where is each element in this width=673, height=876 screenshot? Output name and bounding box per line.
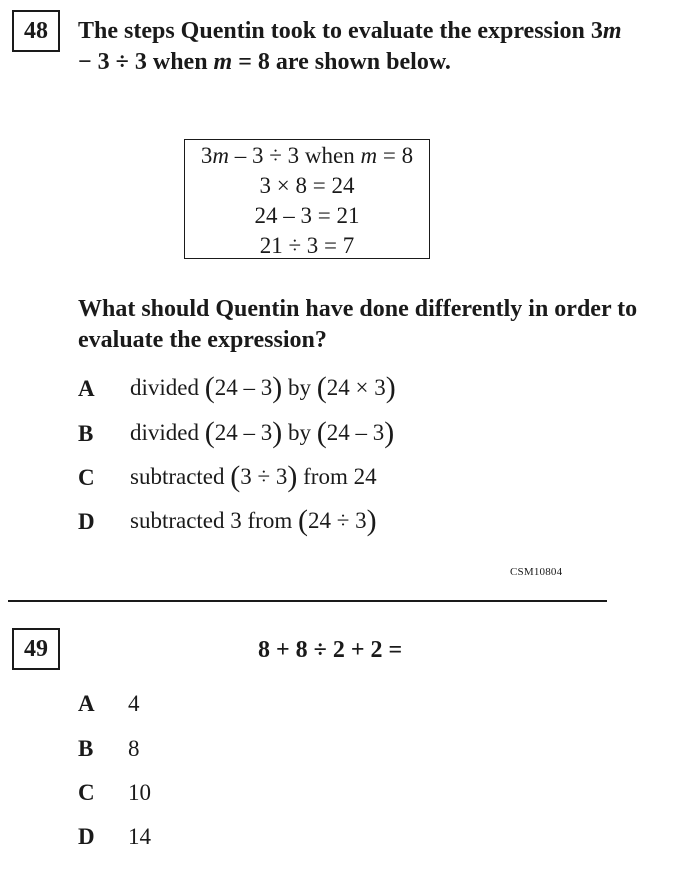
paren-close: ) — [366, 504, 377, 537]
choice-letter-d[interactable]: D — [78, 824, 95, 849]
paren-close: ) — [272, 371, 283, 404]
stem-eq: = 8 — [232, 49, 270, 75]
paren-close: ) — [272, 416, 283, 449]
stem-text: The steps Quentin took to evaluate the expression — [78, 18, 591, 44]
choice-expr: 24 – 3 — [326, 420, 385, 445]
choice-c-text[interactable] — [130, 460, 377, 494]
choice-letter-a[interactable]: A — [78, 376, 95, 401]
choice-mid: from 24 — [297, 464, 377, 489]
work-text: = 8 — [377, 143, 414, 168]
choice-letter-c[interactable]: C — [78, 780, 95, 805]
choice-b-value[interactable]: 8 — [128, 736, 140, 761]
paren-open: ( — [230, 460, 241, 493]
paren-close: ) — [385, 371, 396, 404]
choice-letter-c[interactable]: C — [78, 465, 95, 490]
choice-letter-d[interactable]: D — [78, 509, 95, 534]
work-line-2: 3 × 8 = 24 — [259, 173, 355, 198]
paren-open: ( — [316, 416, 327, 449]
paren-open: ( — [297, 504, 308, 537]
question-49-expression: 8 + 8 ÷ 2 + 2 = — [258, 637, 403, 663]
question-number-49: 49 — [12, 628, 60, 670]
work-line-3: 24 – 3 = 21 — [254, 203, 360, 228]
item-code: CSM10804 — [510, 566, 563, 578]
work-line-1 — [185, 141, 429, 171]
stem-expr-rest: − 3 ÷ 3 — [78, 49, 147, 75]
choice-expr: 24 – 3 — [214, 420, 273, 445]
paren-open: ( — [204, 371, 215, 404]
paren-open: ( — [316, 371, 327, 404]
choice-a-text[interactable] — [130, 371, 396, 405]
choice-c-value[interactable]: 10 — [128, 780, 151, 805]
work-steps-box — [184, 139, 430, 259]
choice-letter-b[interactable]: B — [78, 736, 94, 761]
choice-pre: divided — [130, 375, 205, 400]
question-48-prompt: What should Quentin have done differently in order to evaluate the expression? — [78, 296, 638, 353]
work-text: – 3 ÷ 3 when — [229, 143, 361, 168]
paren-open: ( — [204, 416, 215, 449]
choice-expr: 24 ÷ 3 — [307, 508, 367, 533]
stem-text: are shown below. — [269, 49, 451, 75]
stem-var: m — [213, 49, 233, 75]
choice-pre: divided — [130, 420, 205, 445]
question-number-48: 48 — [12, 10, 60, 52]
choice-mid: by — [282, 375, 317, 400]
stem-expr-var: m — [602, 18, 622, 44]
paren-close: ) — [287, 460, 298, 493]
choice-pre: subtracted — [130, 464, 231, 489]
choice-b-text[interactable] — [130, 416, 394, 450]
work-var: m — [212, 143, 230, 168]
choice-d-text[interactable] — [130, 504, 377, 538]
choice-expr: 3 ÷ 3 — [240, 464, 288, 489]
choice-d-value[interactable]: 14 — [128, 824, 151, 849]
choice-pre: subtracted 3 from — [130, 508, 298, 533]
question-48-stem — [78, 16, 638, 78]
choice-letter-a[interactable]: A — [78, 691, 95, 716]
question-divider — [8, 600, 607, 602]
work-text: 3 — [200, 143, 213, 168]
work-line-4: 21 ÷ 3 = 7 — [259, 233, 355, 258]
stem-expr-coef: 3 — [590, 18, 603, 44]
paren-close: ) — [384, 416, 395, 449]
choice-letter-b[interactable]: B — [78, 421, 94, 446]
work-var: m — [360, 143, 378, 168]
choice-expr: 24 × 3 — [326, 375, 386, 400]
choice-expr: 24 – 3 — [214, 375, 273, 400]
stem-text: when — [146, 49, 214, 75]
choice-a-value[interactable]: 4 — [128, 691, 140, 716]
choice-mid: by — [282, 420, 317, 445]
